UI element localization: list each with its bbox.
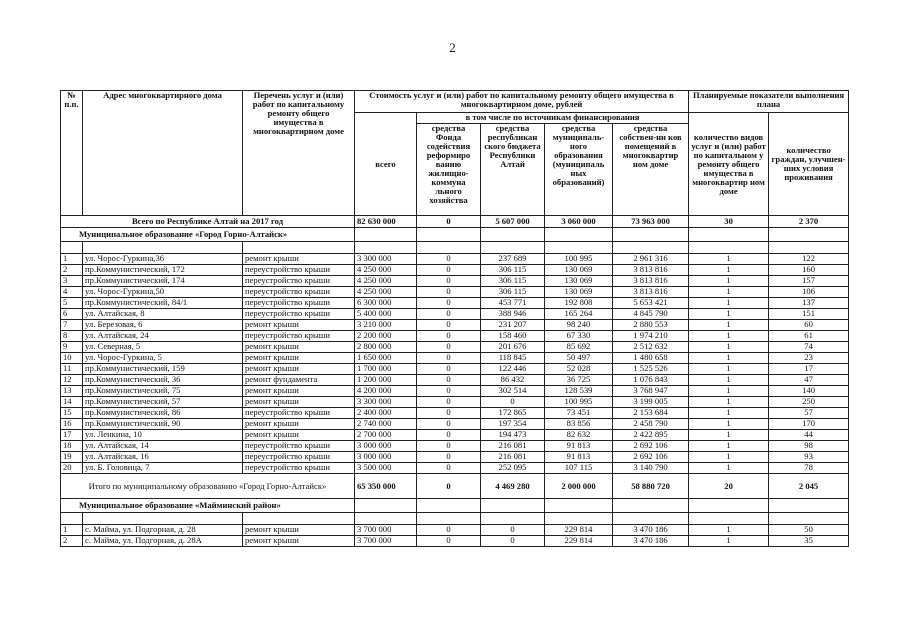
row-work: ремонт крыши [243,419,355,430]
row-number: 13 [61,386,83,397]
row-total: 5 400 000 [355,309,417,320]
row-fund: 0 [417,536,481,547]
row-municipal: 73 451 [545,408,613,419]
row-total: 4 250 000 [355,265,417,276]
row-people: 122 [769,254,849,265]
row-republic: 237 689 [481,254,545,265]
row-work: ремонт крыши [243,320,355,331]
row-works: 1 [689,452,769,463]
row-people: 44 [769,430,849,441]
row-total: 4 250 000 [355,276,417,287]
row-municipal: 36 725 [545,375,613,386]
row-total: 3 500 000 [355,463,417,474]
row-people: 106 [769,287,849,298]
row-owners: 3 199 005 [613,397,689,408]
row-works: 1 [689,525,769,536]
row-republic: 302 514 [481,386,545,397]
section-title: Муниципальное образование «Город Горно-Алтайск» [61,228,355,242]
row-municipal: 98 240 [545,320,613,331]
header-plan-people: количество граждан, улучшен-ших условия проживания [769,113,849,216]
row-owners: 3 813 816 [613,287,689,298]
grand-total-sum: 82 630 000 [355,216,417,228]
row-people: 137 [769,298,849,309]
row-people: 17 [769,364,849,375]
row-owners: 1 974 210 [613,331,689,342]
row-number: 10 [61,353,83,364]
subtotal-row [61,474,849,499]
row-municipal: 91 813 [545,441,613,452]
row-republic: 122 446 [481,364,545,375]
row-fund: 0 [417,463,481,474]
row-address: пр.Коммунистический, 84/1 [83,298,243,309]
subtotal-label: Итого по муниципальному образованию «Город Горно-Алтайск» [61,474,355,499]
row-address: ул. Алтайская, 16 [83,452,243,463]
row-work: переустройство крыши [243,441,355,452]
row-republic: 252 095 [481,463,545,474]
section-title: Муниципальное образование «Майминский район» [61,499,355,513]
row-address: ул. Алтайская, 14 [83,441,243,452]
row-works: 1 [689,254,769,265]
row-works: 1 [689,342,769,353]
table-row [61,419,849,430]
row-owners: 2 153 684 [613,408,689,419]
row-fund: 0 [417,342,481,353]
row-work: переустройство крыши [243,452,355,463]
row-fund: 0 [417,331,481,342]
row-works: 1 [689,298,769,309]
row-works: 1 [689,536,769,547]
header-plan-group: Планируемые показатели выполнения плана [689,91,849,113]
row-owners: 3 140 790 [613,463,689,474]
row-municipal: 100 995 [545,254,613,265]
row-work: переустройство крыши [243,463,355,474]
subtotal-fund: 0 [417,474,481,499]
row-address: пр.Коммунистический, 159 [83,364,243,375]
table-row [61,265,849,276]
row-republic: 216 081 [481,441,545,452]
row-address: ул. Чорос-Гуркина,36 [83,254,243,265]
row-work: ремонт крыши [243,397,355,408]
section-1-rows [61,254,849,474]
row-fund: 0 [417,320,481,331]
row-works: 1 [689,397,769,408]
grand-total-label: Всего по Республике Алтай на 2017 год [61,216,355,228]
row-total: 2 740 000 [355,419,417,430]
row-municipal: 107 115 [545,463,613,474]
row-fund: 0 [417,364,481,375]
row-owners: 5 653 421 [613,298,689,309]
row-fund: 0 [417,375,481,386]
row-address: ул. Алтайская, 24 [83,331,243,342]
row-works: 1 [689,463,769,474]
row-owners: 2 512 632 [613,342,689,353]
row-republic: 216 081 [481,452,545,463]
row-people: 50 [769,525,849,536]
row-people: 60 [769,320,849,331]
subtotal-owners: 58 880 720 [613,474,689,499]
row-municipal: 91 813 [545,452,613,463]
row-municipal: 67 330 [545,331,613,342]
row-republic: 197 354 [481,419,545,430]
row-address: с. Майма, ул. Подгорная, д. 28А [83,536,243,547]
row-number: 15 [61,408,83,419]
row-total: 1 700 000 [355,364,417,375]
table-row [61,452,849,463]
row-address: пр.Коммунистический, 174 [83,276,243,287]
row-municipal: 100 995 [545,397,613,408]
row-municipal: 229 814 [545,536,613,547]
row-municipal: 130 069 [545,287,613,298]
row-owners: 2 422 895 [613,430,689,441]
row-work: ремонт крыши [243,364,355,375]
grand-total-people: 2 370 [769,216,849,228]
row-work: ремонт крыши [243,430,355,441]
row-address: ул. Ленкина, 10 [83,430,243,441]
table-row [61,309,849,320]
row-works: 1 [689,353,769,364]
row-works: 1 [689,287,769,298]
row-republic: 0 [481,536,545,547]
table-row [61,408,849,419]
row-address: пр.Коммунистический, 57 [83,397,243,408]
row-people: 250 [769,397,849,408]
table-row [61,342,849,353]
row-people: 170 [769,419,849,430]
row-owners: 2 692 106 [613,441,689,452]
row-owners: 2 692 106 [613,452,689,463]
row-number: 11 [61,364,83,375]
row-municipal: 130 069 [545,276,613,287]
row-fund: 0 [417,309,481,320]
row-number: 1 [61,254,83,265]
row-address: с. Майма, ул. Подгорная, д. 28 [83,525,243,536]
header-address: Адрес многоквартирного дома [83,91,243,216]
grand-total-municipal: 3 060 000 [545,216,613,228]
row-number: 18 [61,441,83,452]
table-row [61,254,849,265]
table-row [61,364,849,375]
header-services: Перечень услуг и (или) работ по капитальному ремонту общего имущества в многоквартирном доме [243,91,355,216]
row-total: 1 650 000 [355,353,417,364]
row-work: ремонт крыши [243,536,355,547]
row-municipal: 83 856 [545,419,613,430]
row-fund: 0 [417,397,481,408]
row-total: 2 700 000 [355,430,417,441]
row-works: 1 [689,408,769,419]
row-total: 2 800 000 [355,342,417,353]
row-works: 1 [689,276,769,287]
row-fund: 0 [417,525,481,536]
row-republic: 86 432 [481,375,545,386]
row-owners: 2 961 316 [613,254,689,265]
row-works: 1 [689,375,769,386]
row-fund: 0 [417,353,481,364]
row-owners: 3 470 186 [613,525,689,536]
row-municipal: 52 028 [545,364,613,375]
row-address: пр.Коммунистический, 36 [83,375,243,386]
row-address: ул. Алтайская, 8 [83,309,243,320]
table-row [61,525,849,536]
row-work: переустройство крыши [243,276,355,287]
header-src-owners: средства собствен-ни ков помещений в многоквартир ном доме [613,124,689,216]
row-number: 6 [61,309,83,320]
row-people: 78 [769,463,849,474]
row-work: переустройство крыши [243,265,355,276]
row-total: 3 300 000 [355,254,417,265]
row-fund: 0 [417,441,481,452]
row-address: пр.Коммунистический, 90 [83,419,243,430]
row-total: 3 000 000 [355,441,417,452]
header-src-municipal: средства муниципаль-ного образования (муниципаль ных образований) [545,124,613,216]
header-cost-group: Стоимость услуг и (или) работ по капитальному ремонту общего имущества в многоквартирном доме, рублей [355,91,689,113]
row-total: 2 200 000 [355,331,417,342]
row-municipal: 85 692 [545,342,613,353]
row-address: ул. Чорос-Гуркина,50 [83,287,243,298]
row-number: 3 [61,276,83,287]
row-fund: 0 [417,386,481,397]
row-people: 35 [769,536,849,547]
row-republic: 0 [481,397,545,408]
row-total: 2 400 000 [355,408,417,419]
capital-repair-table [60,90,849,547]
table-row [61,463,849,474]
section-2-rows [61,525,849,547]
row-total: 3 700 000 [355,536,417,547]
page-number: 2 [449,40,456,55]
table-row [61,536,849,547]
row-work: переустройство крыши [243,408,355,419]
row-people: 98 [769,441,849,452]
table-row [61,320,849,331]
table-row [61,375,849,386]
row-work: переустройство крыши [243,309,355,320]
row-number: 1 [61,525,83,536]
row-republic: 306 115 [481,265,545,276]
row-fund: 0 [417,430,481,441]
row-municipal: 82 632 [545,430,613,441]
table-row [61,397,849,408]
row-works: 1 [689,309,769,320]
row-owners: 2 458 790 [613,419,689,430]
row-municipal: 192 808 [545,298,613,309]
row-municipal: 130 069 [545,265,613,276]
header-sources-group: в том числе по источникам финансирования [417,113,689,124]
row-owners: 3 813 816 [613,265,689,276]
row-owners: 3 813 816 [613,276,689,287]
row-number: 14 [61,397,83,408]
row-work: ремонт крыши [243,353,355,364]
row-number: 4 [61,287,83,298]
row-total: 3 000 000 [355,452,417,463]
row-work: ремонт крыши [243,386,355,397]
row-number: 5 [61,298,83,309]
row-owners: 3 470 186 [613,536,689,547]
table-row [61,298,849,309]
row-work: ремонт фундамента [243,375,355,386]
row-works: 1 [689,364,769,375]
table-row [61,441,849,452]
row-total: 3 210 000 [355,320,417,331]
row-owners: 1 076 843 [613,375,689,386]
row-fund: 0 [417,254,481,265]
header-plan-works: количество видов услуг и (или) работ по капитальном у ремонту общего имущества в многоквартир ном доме [689,113,769,216]
row-number: 19 [61,452,83,463]
row-republic: 0 [481,525,545,536]
row-number: 2 [61,536,83,547]
row-works: 1 [689,441,769,452]
row-republic: 201 676 [481,342,545,353]
row-works: 1 [689,265,769,276]
row-people: 47 [769,375,849,386]
row-works: 1 [689,331,769,342]
row-municipal: 50 497 [545,353,613,364]
row-republic: 453 771 [481,298,545,309]
grand-total-republic: 5 607 000 [481,216,545,228]
row-address: пр.Коммунистический, 75 [83,386,243,397]
row-people: 57 [769,408,849,419]
row-republic: 194 473 [481,430,545,441]
row-total: 4 200 000 [355,386,417,397]
subtotal-republic: 4 469 280 [481,474,545,499]
subtotal-municipal: 2 000 000 [545,474,613,499]
row-works: 1 [689,419,769,430]
subtotal-people: 2 045 [769,474,849,499]
row-fund: 0 [417,265,481,276]
row-work: переустройство крыши [243,331,355,342]
section-header-row [61,228,849,242]
grand-total-owners: 73 963 000 [613,216,689,228]
row-municipal: 165 264 [545,309,613,320]
row-owners: 4 845 790 [613,309,689,320]
row-people: 140 [769,386,849,397]
row-people: 151 [769,309,849,320]
row-works: 1 [689,320,769,331]
section-header-row [61,499,849,513]
row-people: 61 [769,331,849,342]
row-total: 4 250 000 [355,287,417,298]
header-src-republic: средства республикан ского бюджета Республики Алтай [481,124,545,216]
row-number: 2 [61,265,83,276]
row-municipal: 128 539 [545,386,613,397]
row-address: ул. Березовая, 6 [83,320,243,331]
row-address: ул. Б. Головица, 7 [83,463,243,474]
row-people: 74 [769,342,849,353]
header-src-fund: средства Фонда содействия реформиро ванию жилищно-коммуна льного хозяйства [417,124,481,216]
row-total: 3 300 000 [355,397,417,408]
table-row [61,276,849,287]
grand-total-row [61,216,849,228]
row-address: ул. Северная, 5 [83,342,243,353]
row-number: 9 [61,342,83,353]
row-people: 157 [769,276,849,287]
row-address: пр.Коммунистический, 86 [83,408,243,419]
table-row [61,353,849,364]
header-num: № п.п. [61,91,83,216]
table-row [61,386,849,397]
row-republic: 118 845 [481,353,545,364]
row-address: ул. Чорос-Гуркина, 5 [83,353,243,364]
table-row [61,430,849,441]
row-number: 12 [61,375,83,386]
row-work: переустройство крыши [243,298,355,309]
row-total: 6 300 000 [355,298,417,309]
row-republic: 172 865 [481,408,545,419]
row-republic: 388 946 [481,309,545,320]
row-number: 7 [61,320,83,331]
row-total: 1 200 000 [355,375,417,386]
row-fund: 0 [417,419,481,430]
row-owners: 1 525 526 [613,364,689,375]
grand-total-fund: 0 [417,216,481,228]
row-people: 23 [769,353,849,364]
row-owners: 1 480 658 [613,353,689,364]
row-fund: 0 [417,276,481,287]
row-people: 93 [769,452,849,463]
table-row [61,287,849,298]
grand-total-works: 30 [689,216,769,228]
row-work: переустройство крыши [243,287,355,298]
row-number: 8 [61,331,83,342]
row-work: ремонт крыши [243,342,355,353]
row-republic: 158 460 [481,331,545,342]
row-works: 1 [689,430,769,441]
table-row [61,331,849,342]
row-work: ремонт крыши [243,254,355,265]
row-people: 160 [769,265,849,276]
row-fund: 0 [417,298,481,309]
row-fund: 0 [417,452,481,463]
row-owners: 2 880 553 [613,320,689,331]
subtotal-sum: 65 350 000 [355,474,417,499]
header-total: всего [355,113,417,216]
row-republic: 306 115 [481,287,545,298]
row-republic: 231 207 [481,320,545,331]
row-republic: 306 115 [481,276,545,287]
row-total: 3 700 000 [355,525,417,536]
row-works: 1 [689,386,769,397]
row-municipal: 229 814 [545,525,613,536]
row-fund: 0 [417,408,481,419]
row-address: пр.Коммунистический, 172 [83,265,243,276]
row-number: 17 [61,430,83,441]
subtotal-works: 20 [689,474,769,499]
row-number: 20 [61,463,83,474]
row-owners: 3 768 947 [613,386,689,397]
row-number: 16 [61,419,83,430]
row-fund: 0 [417,287,481,298]
row-work: ремонт крыши [243,525,355,536]
